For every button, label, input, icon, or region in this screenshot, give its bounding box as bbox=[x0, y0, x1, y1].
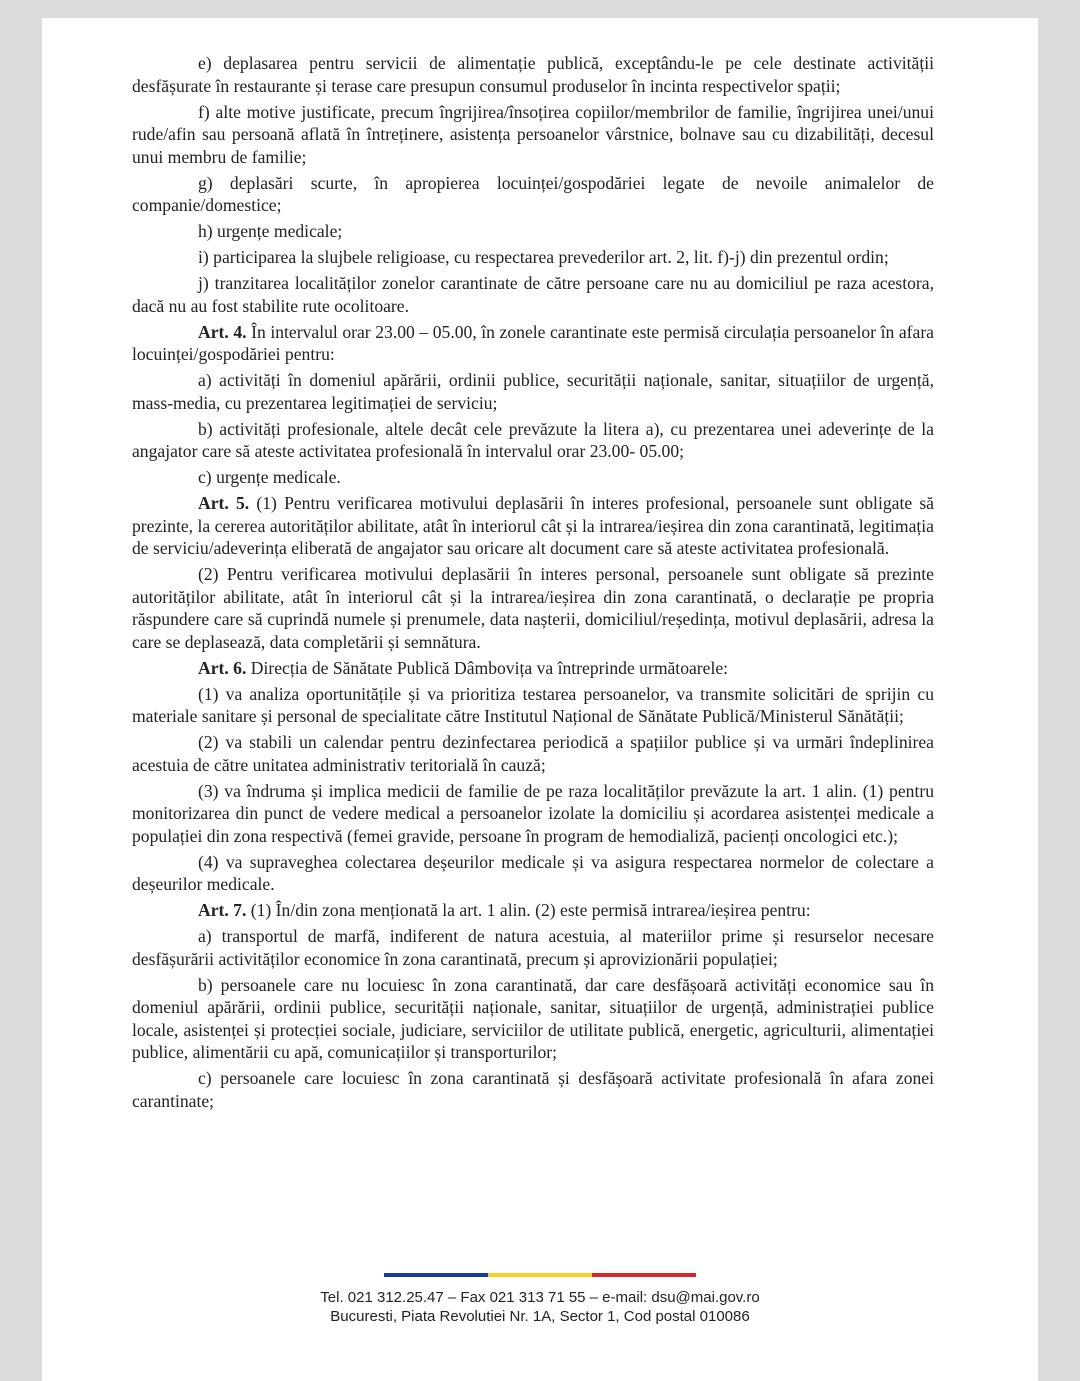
paragraph bbox=[132, 369, 934, 414]
article-paragraph bbox=[132, 657, 934, 680]
paragraph bbox=[132, 466, 934, 489]
paragraph-text: În intervalul orar 23.00 – 05.00, în zonele carantinate este permisă circulația persoanelor în afara locuinței/gospodăriei pentru: bbox=[132, 321, 934, 364]
paragraph-text: (1) va analiza oportunitățile și va prioritiza testarea persoanelor, va transmite solicitări de sprijin cu materiale sanitare și personal de specialitate către Institutul Național de Sănătate Publică/Ministerul Sănătății; bbox=[132, 683, 934, 726]
paragraph-text: f) alte motive justificate, precum îngrijirea/însoțirea copiilor/membrilor de familie, îngrijirea unei/unui rude/afin sau persoană aflată în întreținere, asistența persoanelor vârstnice, bolnave sau cu dizabilități, decesul unui membru de familie; bbox=[132, 101, 934, 167]
paragraph-text: c) persoanele care locuiesc în zona carantinată și desfășoară activitate profesională în afara zonei carantinate; bbox=[132, 1068, 934, 1111]
paragraph-text: Direcția de Sănătate Publică Dâmbovița va întreprinde următoarele: bbox=[246, 657, 729, 678]
paragraph bbox=[132, 101, 934, 169]
tricolor-divider bbox=[384, 1273, 696, 1277]
document-page bbox=[42, 18, 1038, 1381]
article-number: Art. 7. bbox=[198, 900, 247, 920]
paragraph bbox=[132, 925, 934, 970]
flag-red-stripe bbox=[592, 1273, 696, 1277]
article-number: Art. 6. bbox=[198, 657, 247, 678]
paragraph-text: g) deplasări scurte, în apropierea locuinței/gospodăriei legate de nevoile animalelor de companie/domestice; bbox=[132, 172, 934, 215]
paragraph-text: (2) Pentru verificarea motivului deplasării în interes personal, persoanele sunt obligate să prezinte autorităților abilitate, atât în interiorul cât și la intrarea/ieșirea din zona carantinată, o declarație pe propria răspundere care să cuprindă numele și prenumele, data nașterii, domiciliul/reședința, motivul deplasării, adresa la care se deplasează, data completării și semnătura. bbox=[132, 564, 934, 652]
flag-blue-stripe bbox=[384, 1273, 488, 1277]
article-paragraph bbox=[132, 321, 934, 366]
paragraph bbox=[132, 780, 934, 848]
article-paragraph bbox=[132, 899, 934, 922]
article-number: Art. 4. bbox=[198, 321, 247, 342]
paragraph-text: h) urgențe medicale; bbox=[198, 221, 343, 241]
article-number: Art. 5. bbox=[198, 493, 250, 513]
paragraph bbox=[132, 1067, 934, 1112]
paragraph-text: (1) În/din zona menționată la art. 1 alin. (2) este permisă intrarea/ieșirea pentru: bbox=[246, 900, 811, 920]
paragraph bbox=[132, 52, 934, 97]
footer-contact: Tel. 021 312.25.47 – Fax 021 313 71 55 – e-mail: dsu@mai.gov.ro bbox=[320, 1289, 760, 1306]
paragraph bbox=[132, 418, 934, 463]
flag-yellow-stripe bbox=[488, 1273, 592, 1277]
footer-address: Bucuresti, Piata Revolutiei Nr. 1A, Sector 1, Cod postal 010086 bbox=[330, 1308, 750, 1325]
paragraph-text: j) tranzitarea localităților zonelor carantinate de către persoane care nu au domiciliul pe raza acestora, dacă nu au fost stabilite rute ocolitoare. bbox=[132, 273, 934, 316]
paragraph-text: e) deplasarea pentru servicii de alimentație publică, exceptându-le pe cele destinate activității desfășurate în restaurante și terase care presupun consumul produselor în incinta respectivelor spații; bbox=[132, 53, 934, 96]
paragraph bbox=[132, 272, 934, 317]
paragraph bbox=[132, 851, 934, 896]
paragraph-text: (4) va supraveghea colectarea deșeurilor medicale și va asigura respectarea normelor de colectare a deșeurilor medicale. bbox=[132, 851, 934, 894]
article-paragraph bbox=[132, 492, 934, 560]
paragraph bbox=[132, 246, 934, 269]
page-footer bbox=[42, 1273, 1038, 1326]
paragraph-text: (2) va stabili un calendar pentru dezinfectarea periodică a spațiilor publice și va urmări îndeplinirea acestuia de către unitatea administrativ teritorială în cauză; bbox=[132, 732, 934, 775]
paragraph-text: b) activități profesionale, altele decât cele prevăzute la litera a), cu prezentarea unei adeverințe de la angajator care să ateste activitatea profesională în intervalul orar 23.00- 05.00; bbox=[132, 418, 934, 461]
paragraph-text: a) transportul de marfă, indiferent de natura acestuia, al materiilor prime și resurselor necesare desfășurării activităților economice în zona carantinată, precum și aprovizionării populației; bbox=[132, 926, 934, 969]
paragraph-text: c) urgențe medicale. bbox=[198, 467, 341, 487]
paragraph bbox=[132, 683, 934, 728]
paragraph bbox=[132, 220, 934, 243]
paragraph bbox=[132, 563, 934, 653]
paragraph-text: (1) Pentru verificarea motivului deplasării în interes profesional, persoanele sunt obligate să prezinte, la cererea autorităților abilitate, atât în interiorul cât și la intrarea/ieșirea din zona carantinată, legitimația de serviciu/adeverința eliberată de angajator sau oricare alt document care să ateste activitatea profesională. bbox=[132, 493, 934, 558]
paragraph-text: a) activități în domeniul apărării, ordinii publice, securității naționale, sanitar, situațiilor de urgență, mass-media, cu prezentarea legitimației de serviciu; bbox=[132, 370, 934, 413]
paragraph-text: b) persoanele care nu locuiesc în zona carantinată, dar care desfășoară activități economice sau în domeniul apărării, ordinii publice, securității naționale, sanitar, situațiilor de urgență, administrației publice locale, asistenței și protecției sociale, judiciare, serviciilor de utilitate publică, energetic, agriculturii, alimentației publice, alimentării cu apă, comunicațiilor și transporturilor; bbox=[132, 974, 934, 1062]
paragraph bbox=[132, 172, 934, 217]
paragraph-text: (3) va îndruma și implica medicii de familie de pe raza localităților prevăzute la art. 1 alin. (1) pentru monitorizarea din punct de vedere medical a persoanelor izolate la domiciliu și acordarea asistenței medicale a populației din zona respectivă (femei gravide, persoane în program de hemodializă, pacienți oncologici etc.); bbox=[132, 780, 934, 846]
paragraph-text: i) participarea la slujbele religioase, cu respectarea prevederilor art. 2, lit. f)-j) din prezentul ordin; bbox=[198, 247, 889, 267]
document-body bbox=[132, 52, 934, 1116]
paragraph bbox=[132, 974, 934, 1064]
paragraph bbox=[132, 731, 934, 776]
